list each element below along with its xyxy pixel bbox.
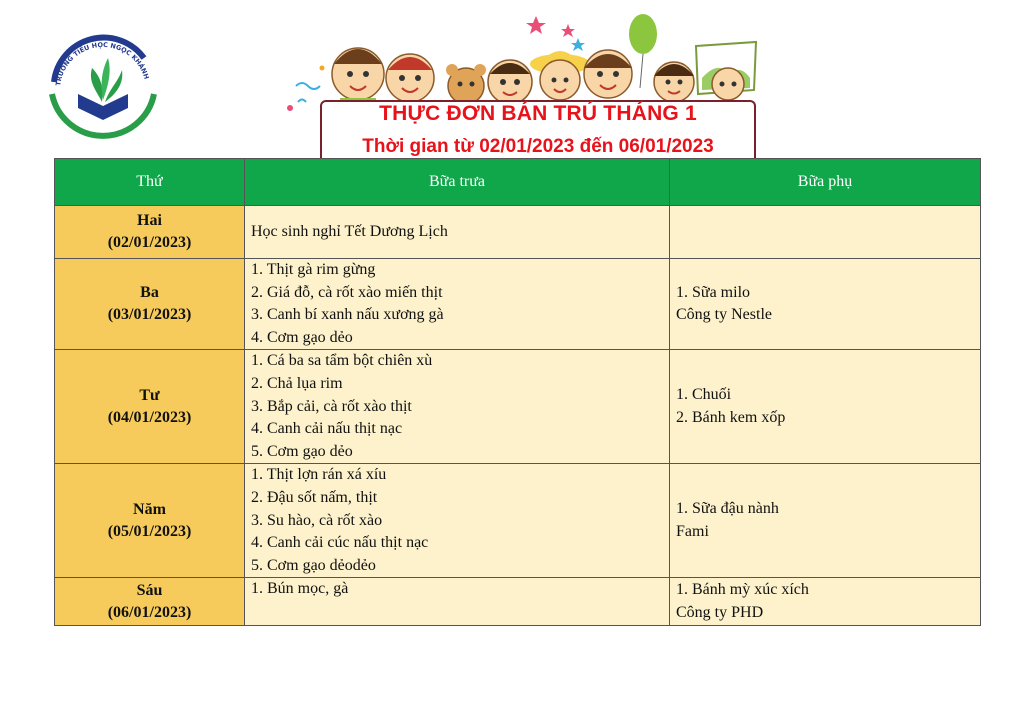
day-name: Năm <box>133 500 166 518</box>
column-header-day: Thứ <box>55 159 245 206</box>
lunch-item: 2. Giá đỗ, cà rốt xào miến thịt <box>251 283 443 301</box>
lunch-cell <box>245 578 670 626</box>
lunch-item: 3. Bắp cải, cà rốt xào thịt <box>251 397 412 415</box>
day-date: (04/01/2023) <box>107 408 192 426</box>
lunch-cell <box>245 206 670 259</box>
table-row <box>55 578 981 626</box>
day-cell <box>55 206 245 259</box>
column-header-lunch: Bữa trưa <box>245 159 670 206</box>
menu-table <box>54 158 981 626</box>
day-date: (06/01/2023) <box>107 603 192 621</box>
snack-cell <box>670 464 981 578</box>
day-name: Ba <box>140 284 159 302</box>
day-name: Tư <box>139 386 160 404</box>
lunch-item: 3. Su hào, cà rốt xào <box>251 511 383 529</box>
lunch-cell <box>245 350 670 464</box>
lunch-item: 5. Cơm gạo dẻodẻo <box>251 556 376 574</box>
balloon-icon <box>629 14 657 88</box>
snack-cell <box>670 578 981 626</box>
table-row <box>55 350 981 464</box>
day-date: (03/01/2023) <box>107 306 192 324</box>
snack-item: 1. Chuối <box>676 386 732 404</box>
day-date: (05/01/2023) <box>107 522 192 540</box>
snack-item: Fami <box>676 522 709 540</box>
lunch-item: 2. Đậu sốt nấm, thịt <box>251 488 378 506</box>
lunch-item: Học sinh nghỉ Tết Dương Lịch <box>251 222 448 240</box>
table-row <box>55 259 981 350</box>
day-date: (02/01/2023) <box>107 234 192 251</box>
lunch-item: 5. Cơm gạo dẻo <box>251 442 353 460</box>
lunch-item: 1. Bún mọc, gà <box>251 580 349 598</box>
lunch-item: 4. Canh cải cúc nấu thịt nạc <box>251 534 429 552</box>
table-header-row <box>55 159 981 206</box>
snack-cell <box>670 259 981 350</box>
star-icon <box>526 16 575 37</box>
snack-item: 2. Bánh kem xốp <box>676 408 786 426</box>
column-header-snack: Bữa phụ <box>670 159 981 206</box>
logo-text: TRƯỜNG TIỂU HỌC NGỌC KHÁNH <box>54 40 151 87</box>
school-logo <box>44 30 162 148</box>
snack-item: 1. Sữa đậu nành <box>676 500 779 518</box>
lunch-item: 1. Thịt gà rim gừng <box>251 261 376 278</box>
day-cell <box>55 464 245 578</box>
snack-item: Công ty PHD <box>676 603 764 621</box>
day-cell <box>55 259 245 350</box>
lunch-cell <box>245 259 670 350</box>
page-title: THỰC ĐƠN BÁN TRÚ THÁNG 1 <box>379 102 697 125</box>
snack-cell <box>670 206 981 259</box>
lunch-item: 4. Cơm gạo dẻo <box>251 328 353 346</box>
day-name: Hai <box>137 212 162 229</box>
day-name: Sáu <box>136 581 163 599</box>
lunch-item: 3. Canh bí xanh nấu xương gà <box>251 306 444 324</box>
table-row <box>55 206 981 259</box>
day-cell <box>55 350 245 464</box>
snack-cell <box>670 350 981 464</box>
table-row <box>55 464 981 578</box>
lunch-item: 1. Cá ba sa tẩm bột chiên xù <box>251 352 433 370</box>
snack-item: Công ty Nestle <box>676 306 772 324</box>
lunch-cell <box>245 464 670 578</box>
snack-item: 1. Bánh mỳ xúc xích <box>676 581 809 599</box>
day-cell <box>55 578 245 626</box>
lunch-item: 1. Thịt lợn rán xá xíu <box>251 466 387 484</box>
snack-item: 1. Sữa milo <box>676 283 751 301</box>
page-subtitle: Thời gian từ 02/01/2023 đến 06/01/2023 <box>362 136 714 157</box>
lunch-item: 2. Chả lụa rim <box>251 374 343 392</box>
lunch-item: 4. Canh cải nấu thịt nạc <box>251 420 403 438</box>
